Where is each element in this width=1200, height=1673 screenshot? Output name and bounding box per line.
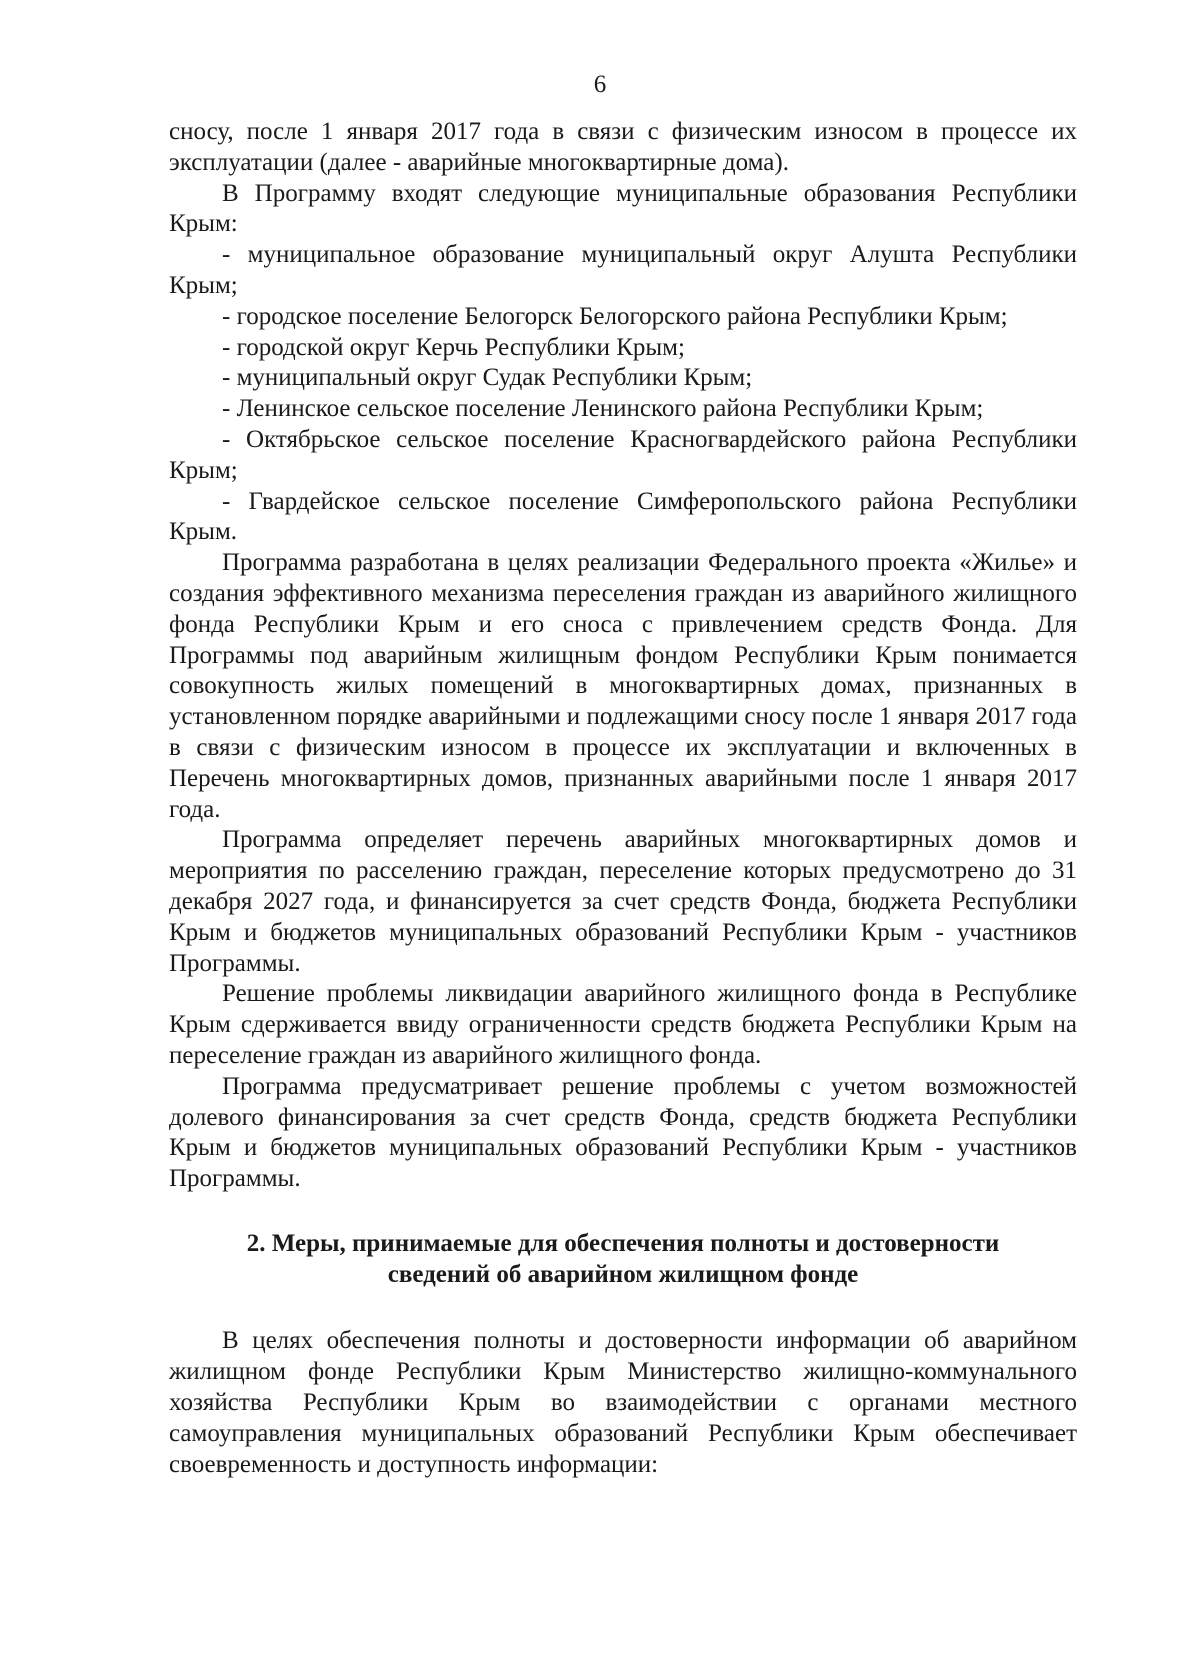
paragraph-program-scope: Программа определяет перечень аварийных многоквартирных домов и мероприятия по расселению граждан, переселение которых предусмотрено до 31 декабря 2027 года, и финансируется за счет средств Фонда, бюджета Республики Крым и бюджетов муниципальных образований Республики Крым - участников Программы. [169, 826, 1077, 977]
list-item-sudak: - муниципальный округ Судак Республики Крым; [222, 364, 753, 392]
paragraph-continuation: сносу, после 1 января 2017 года в связи с физическим износом в процессе их эксплуатации (далее - аварийные многоквартирные дома). [169, 118, 1077, 176]
list-item-leninskoe: - Ленинское сельское поселение Ленинского района Республики Крым; [222, 395, 984, 423]
paragraph-program-purpose: Программа разработана в целях реализации Федерального проекта «Жилье» и создания эффективного механизма переселения граждан из аварийного жилищного фонда Республики Крым и его сноса с привлечением средств Фонда. Для Программы под аварийным жилищным фондом Республики Крым понимается совокупность жилых помещений в многоквартирных домах, признанных в установленном порядке аварийными и подлежащими сносу после 1 января 2017 года в связи с физическим износом в процессе их эксплуатации и включенных в Перечень многоквартирных домов, признанных аварийными после 1 января 2017 года. [169, 549, 1077, 823]
list-item-belogorsk: - городское поселение Белогорск Белогорского района Республики Крым; [222, 302, 1008, 330]
list-item-kerch: - городской округ Керчь Республики Крым; [222, 333, 685, 361]
paragraph-program-members-intro: В Программу входят следующие муниципальные образования Республики Крым: [169, 179, 1077, 238]
page-number: 6 [593, 71, 607, 98]
list-item-gvardeyskoe: - Гвардейское сельское поселение Симферопольского района Республики Крым. [169, 487, 1077, 546]
list-item-alushta: - муниципальное образование муниципальный округ Алушта Республики Крым; [169, 241, 1077, 299]
paragraph-problem: Решение проблемы ликвидации аварийного жилищного фонда в Республике Крым сдерживается ввиду ограниченности средств бюджета Республики Крым на переселение граждан из аварийного жилищного фонда. [169, 980, 1077, 1069]
paragraph-information-measures: В целях обеспечения полноты и достоверности информации об аварийном жилищном фонде Республики Крым Министерство жилищно-коммунального хозяйства Республики Крым во взаимодействии с органами местного самоуправления муниципальных образований Республики Крым обеспечивает своевременность и доступность информации: [169, 1327, 1077, 1478]
document-body [169, 117, 1077, 1480]
list-item-oktyabrskoe: - Октябрьское сельское поселение Красногвардейского района Республики Крым; [169, 425, 1077, 484]
paragraph-solution: Программа предусматривает решение проблемы с учетом возможностей долевого финансирования за счет средств Фонда, средств бюджета Республики Крым и бюджетов муниципальных образований Республики Крым - участников Программы. [169, 1072, 1077, 1193]
section-heading-line-1: 2. Меры, принимаемые для обеспечения полноты и достоверности [246, 1229, 1000, 1257]
section-heading-line-2: сведений об аварийном жилищном фонде [387, 1260, 859, 1288]
